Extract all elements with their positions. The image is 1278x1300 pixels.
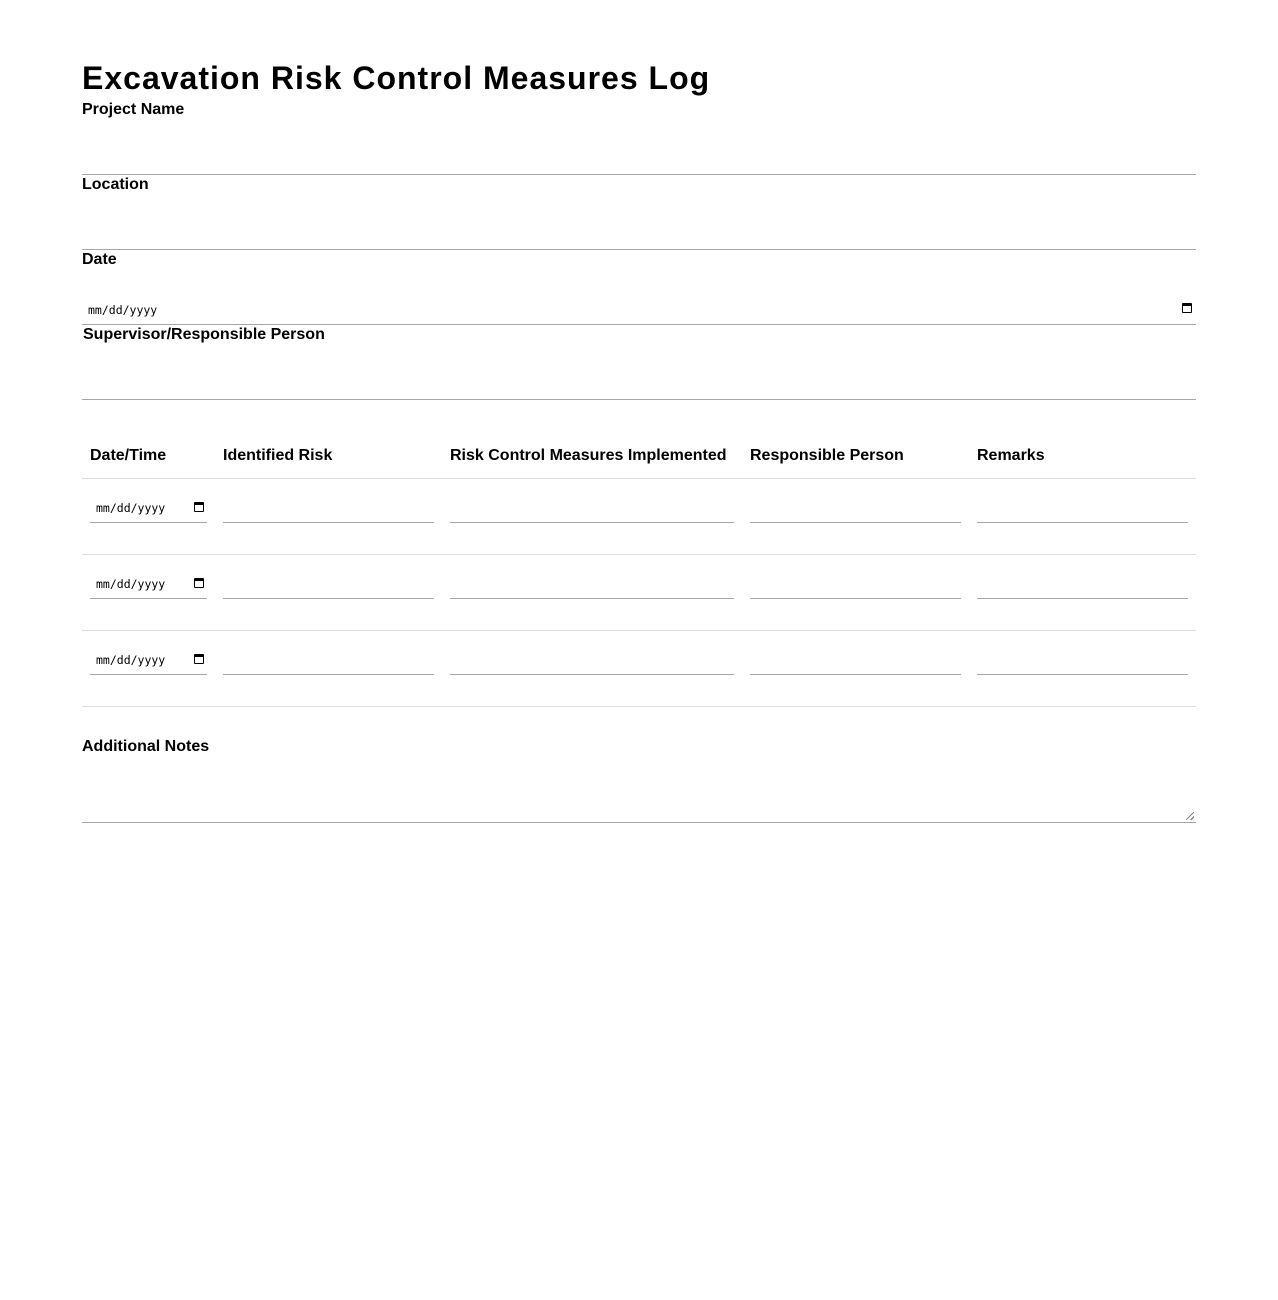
calendar-icon[interactable] — [194, 502, 204, 512]
location-label: Location — [82, 176, 149, 193]
responsible-person-input[interactable] — [750, 645, 961, 675]
calendar-icon[interactable] — [1182, 303, 1192, 313]
date-placeholder: mm/dd/yyyy — [88, 303, 158, 317]
calendar-icon[interactable] — [194, 578, 204, 588]
page-title: Excavation Risk Control Measures Log — [82, 60, 711, 96]
row-date-placeholder: mm/dd/yyyy — [96, 577, 166, 591]
project-name-label: Project Name — [82, 101, 185, 118]
identified-risk-input[interactable] — [223, 493, 434, 523]
identified-risk-input[interactable] — [223, 645, 434, 675]
table-row — [82, 555, 1196, 631]
project-name-input[interactable] — [82, 145, 1196, 175]
supervisor-field — [82, 325, 1196, 400]
location-input[interactable] — [82, 220, 1196, 250]
column-header-control-measures: Risk Control Measures Implemented — [442, 434, 742, 479]
remarks-input[interactable] — [977, 569, 1188, 599]
row-date-input[interactable] — [90, 493, 207, 523]
supervisor-label: Supervisor/Responsible Person — [83, 326, 325, 343]
row-date-input[interactable] — [90, 645, 207, 675]
supervisor-input[interactable] — [82, 370, 1196, 400]
control-measures-input[interactable] — [450, 645, 734, 675]
location-field — [82, 175, 1196, 250]
control-measures-input[interactable] — [450, 569, 734, 599]
date-label: Date — [82, 251, 117, 268]
control-measures-input[interactable] — [450, 493, 734, 523]
date-field — [82, 250, 1196, 325]
identified-risk-input[interactable] — [223, 569, 434, 599]
row-date-placeholder: mm/dd/yyyy — [96, 501, 166, 515]
responsible-person-input[interactable] — [750, 569, 961, 599]
row-date-placeholder: mm/dd/yyyy — [96, 653, 166, 667]
additional-notes-field — [82, 737, 1196, 823]
form-page — [82, 56, 1196, 755]
column-header-responsible-person: Responsible Person — [742, 434, 969, 479]
table-row — [82, 479, 1196, 555]
table-header-row — [82, 434, 1196, 479]
column-header-identified-risk: Identified Risk — [215, 434, 442, 479]
remarks-input[interactable] — [977, 493, 1188, 523]
risk-log-table — [82, 434, 1196, 707]
additional-notes-label: Additional Notes — [82, 738, 210, 755]
additional-notes-textarea[interactable] — [82, 763, 1196, 823]
row-date-input[interactable] — [90, 569, 207, 599]
project-name-field — [82, 100, 1196, 175]
table-row — [82, 631, 1196, 707]
column-header-date-time: Date/Time — [82, 434, 215, 479]
column-header-remarks: Remarks — [969, 434, 1196, 479]
date-input[interactable] — [82, 295, 1196, 325]
calendar-icon[interactable] — [194, 654, 204, 664]
remarks-input[interactable] — [977, 645, 1188, 675]
resize-grip-icon[interactable] — [1186, 812, 1194, 820]
responsible-person-input[interactable] — [750, 493, 961, 523]
